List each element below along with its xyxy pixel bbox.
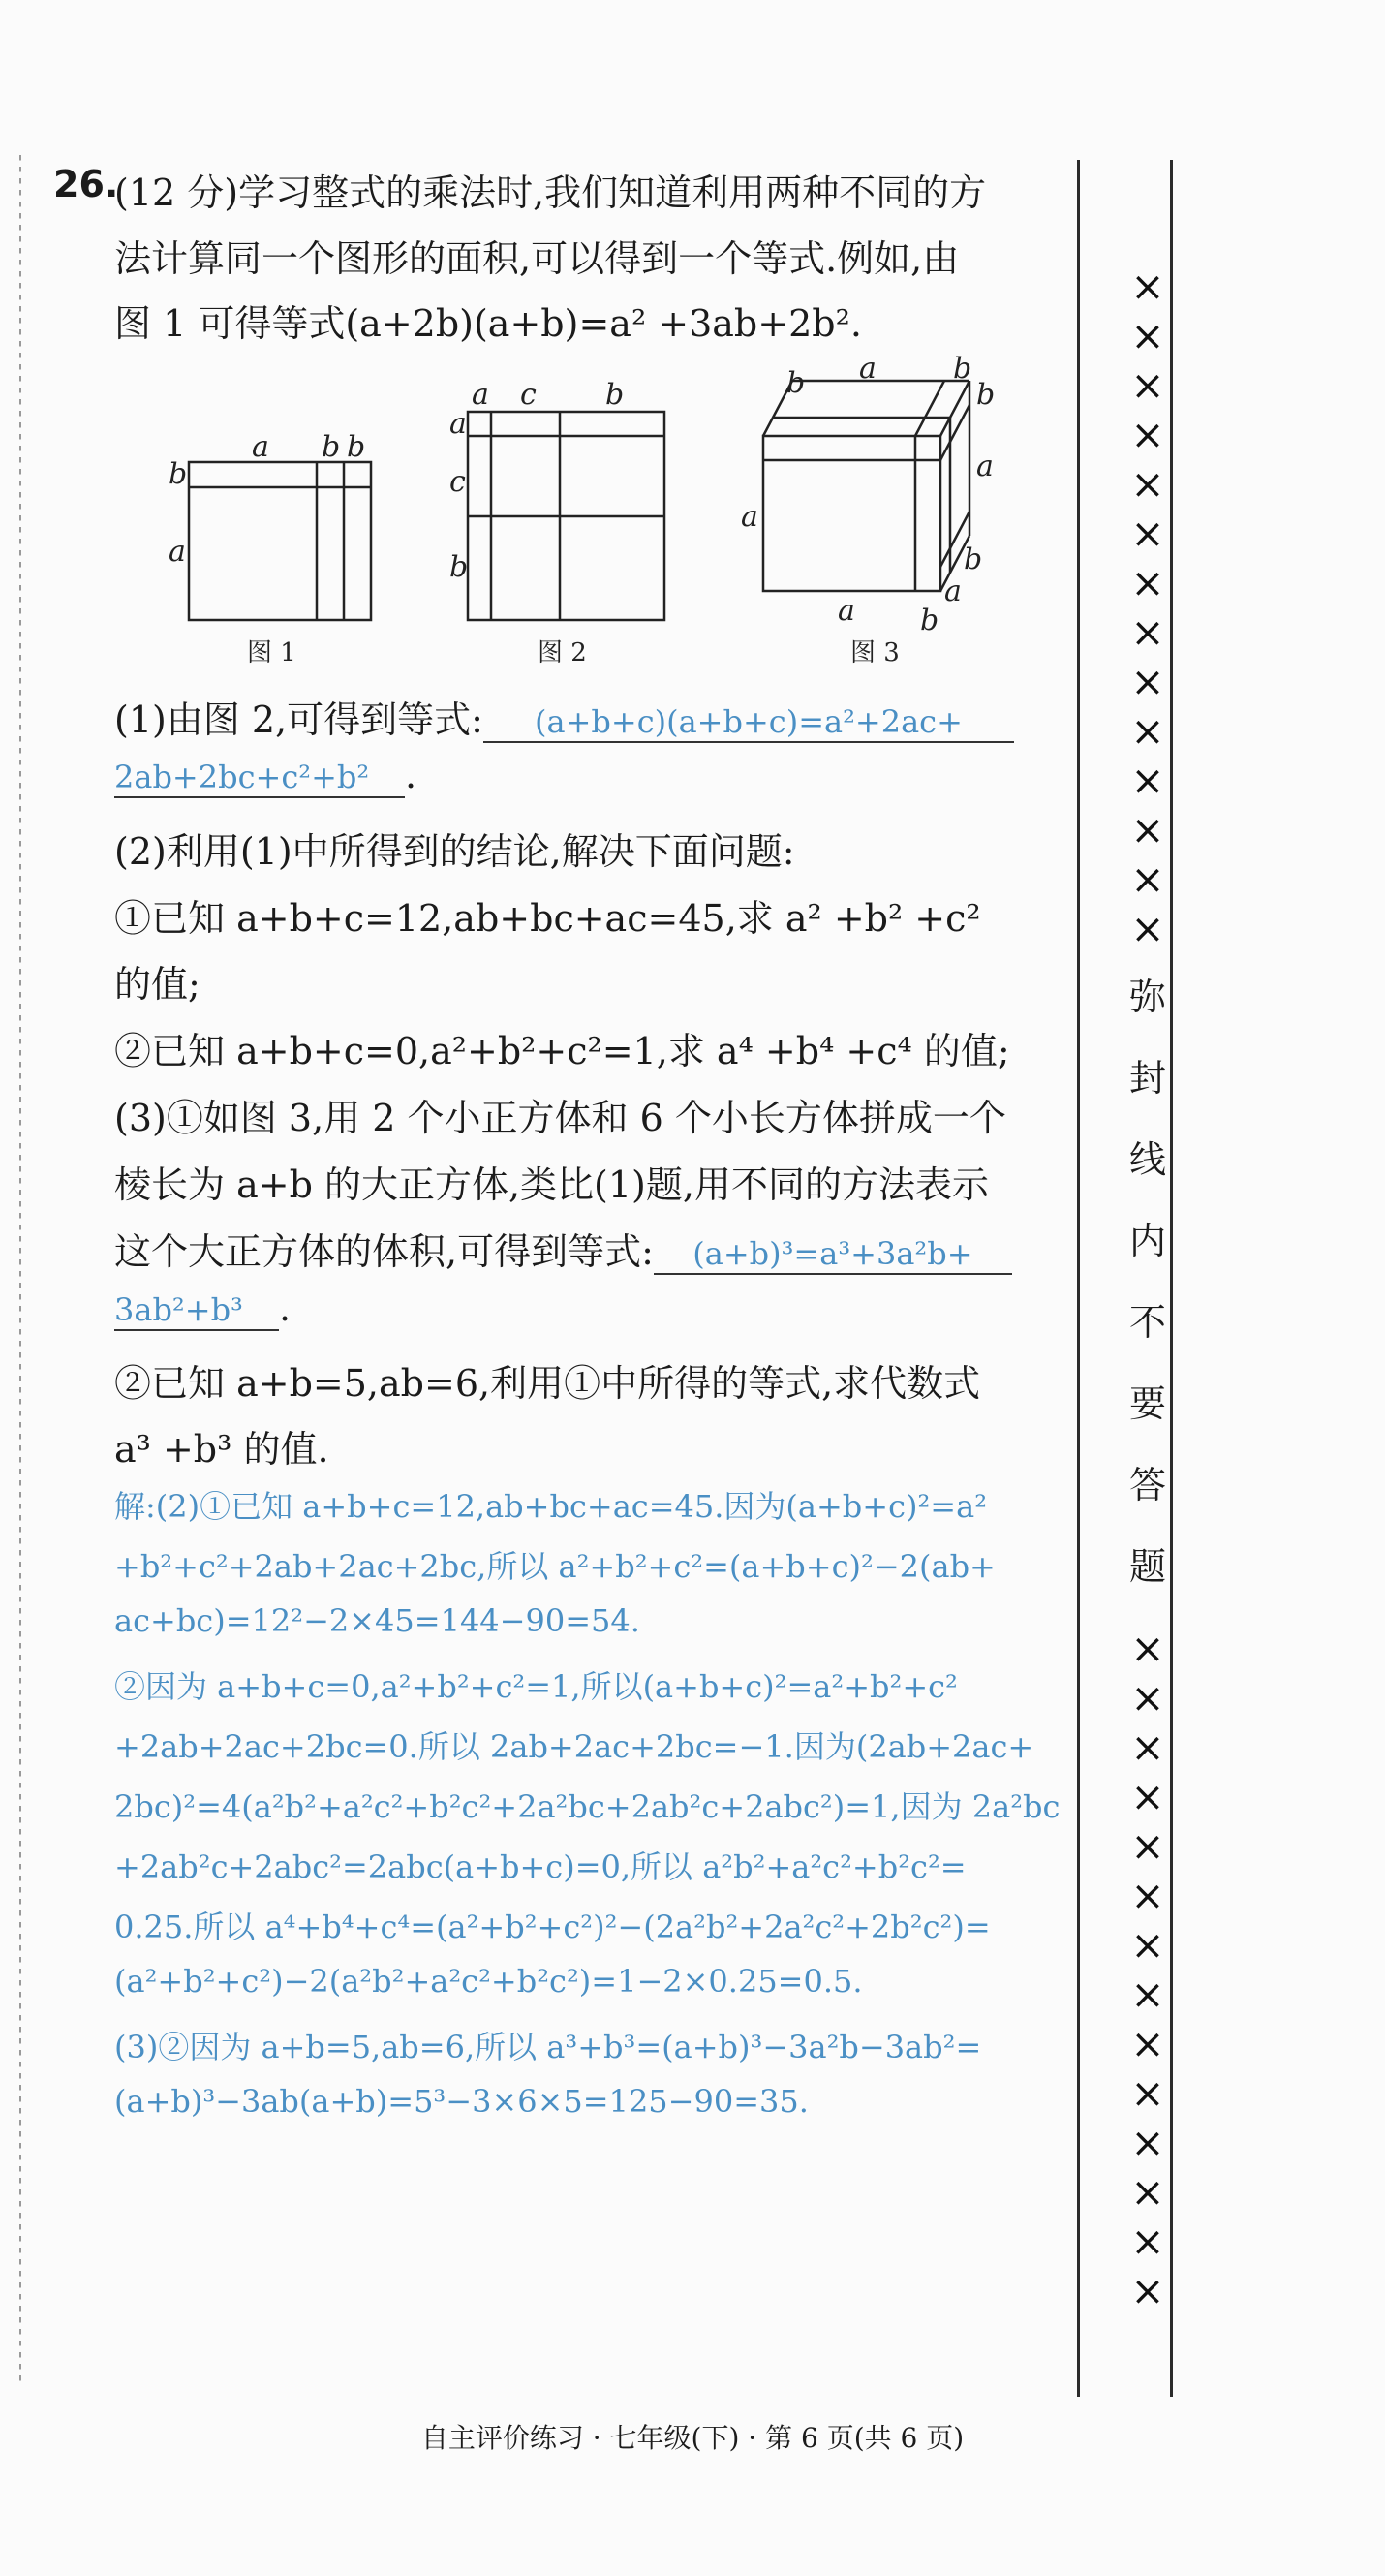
seal-word: 答 bbox=[1128, 1464, 1166, 1506]
part2-q1-line1: ①已知 a+b+c=12,ab+bc+ac=45,求 a² +b² +c² bbox=[114, 897, 981, 940]
fig3-label: a bbox=[944, 574, 962, 608]
part3-q2-line1: ②已知 a+b=5,ab=6,利用①中所得的等式,求代数式 bbox=[114, 1362, 981, 1405]
fig1-label: b bbox=[169, 457, 188, 491]
fig2-label: c bbox=[520, 378, 537, 412]
fig3-label: a bbox=[741, 500, 758, 534]
solution-line: ②因为 a+b+c=0,a²+b²+c²=1,所以(a+b+c)²=a²+b²+c² bbox=[114, 1668, 958, 1705]
solution-line: 2bc)²=4(a²b²+a²c²+b²c²+2a²bc+2ab²c+2abc²)=1,因为 2a²bc bbox=[114, 1788, 1061, 1825]
part1-answer-line2: 2ab+2bc+c²+b² bbox=[114, 759, 370, 795]
part3-line4 bbox=[114, 1287, 1063, 1331]
part3-line2: 棱长为 a+b 的大正方体,类比(1)题,用不同的方法表示 bbox=[114, 1164, 989, 1206]
part3-answer-line2: 3ab²+b³ bbox=[114, 1291, 243, 1328]
fig1-label: b bbox=[347, 430, 366, 464]
seal-word: 要 bbox=[1128, 1382, 1166, 1425]
seal-column bbox=[1114, 262, 1182, 2314]
fig3-label: b bbox=[976, 378, 996, 412]
question-line-3: 图 1 可得等式(a+2b)(a+b)=a² +3ab+2b². bbox=[114, 302, 862, 345]
part1-answer-line1: (a+b+c)(a+b+c)=a²+2ac+ bbox=[535, 703, 963, 740]
seal-top-marks: × × × × × × × × × × × × × × bbox=[1130, 263, 1165, 952]
question-line-1: (12 分)学习整式的乘法时,我们知道利用两种不同的方 bbox=[114, 171, 987, 214]
part3-prompt: 这个大正方体的体积,可得到等式: bbox=[114, 1230, 654, 1273]
part3-end: . bbox=[279, 1287, 292, 1329]
part1-line-2 bbox=[114, 754, 1063, 798]
binding-line-left bbox=[1077, 160, 1080, 2397]
question-line-2: 法计算同一个图形的面积,可以得到一个等式.例如,由 bbox=[114, 237, 960, 280]
margin-dotted-line bbox=[19, 155, 21, 2383]
figures bbox=[145, 344, 1065, 673]
fig3-label: a bbox=[838, 594, 855, 628]
seal-word: 线 bbox=[1128, 1138, 1166, 1181]
fig1-label: a bbox=[169, 535, 186, 569]
part3-line3 bbox=[114, 1222, 1063, 1275]
seal-words bbox=[1129, 953, 1166, 1624]
part1-line bbox=[114, 690, 1063, 743]
fig3-label: b bbox=[953, 352, 972, 386]
part3-answer-blank-2 bbox=[114, 1287, 279, 1331]
fig3-label: b bbox=[920, 604, 939, 637]
fig2-caption: 图 2 bbox=[538, 638, 587, 667]
solution-line: (a+b)³−3ab(a+b)=5³−3×6×5=125−90=35. bbox=[114, 2083, 809, 2120]
seal-word: 内 bbox=[1128, 1220, 1166, 1262]
fig2-label: b bbox=[449, 550, 469, 584]
part3-answer-blank bbox=[654, 1230, 1012, 1275]
part2-q1-line2: 的值; bbox=[114, 963, 200, 1006]
seal-word: 弥 bbox=[1128, 976, 1166, 1018]
seal-word: 封 bbox=[1128, 1057, 1166, 1100]
fig2-label: a bbox=[472, 378, 489, 412]
fig3-label: b bbox=[786, 366, 806, 400]
part1-end: . bbox=[405, 754, 417, 796]
solution-line: 解:(2)①已知 a+b+c=12,ab+bc+ac=45.因为(a+b+c)²=a² bbox=[114, 1488, 988, 1525]
solution-line: (3)②因为 a+b=5,ab=6,所以 a³+b³=(a+b)³−3a²b−3ab²= bbox=[114, 2029, 982, 2065]
part2-intro: (2)利用(1)中所得到的结论,解决下面问题: bbox=[114, 830, 795, 873]
solution-line: +b²+c²+2ab+2ac+2bc,所以 a²+b²+c²=(a+b+c)²−2(ab+ bbox=[114, 1548, 996, 1585]
fig2-label: c bbox=[449, 465, 466, 499]
part3-answer-line1: (a+b)³=a³+3a²b+ bbox=[692, 1235, 973, 1272]
question-number: 26. bbox=[53, 163, 119, 205]
fig3-label: a bbox=[976, 450, 994, 483]
page-footer: 自主评价练习 · 七年级(下) · 第 6 页(共 6 页) bbox=[420, 2422, 965, 2454]
fig3-label: b bbox=[964, 543, 983, 576]
part1-answer-blank-2 bbox=[114, 754, 405, 798]
solution-line: (a²+b²+c²)−2(a²b²+a²c²+b²c²)=1−2×0.25=0.5. bbox=[114, 1963, 863, 2000]
fig2-label: a bbox=[449, 407, 467, 441]
fig3-caption: 图 3 bbox=[850, 638, 900, 667]
solution-line: ac+bc)=12²−2×45=144−90=54. bbox=[114, 1602, 640, 1639]
solution-line: +2ab²c+2abc²=2abc(a+b+c)=0,所以 a²b²+a²c²+b²c²= bbox=[114, 1848, 967, 1885]
part1-prompt: (1)由图 2,可得到等式: bbox=[114, 698, 483, 741]
fig1-label: a bbox=[252, 430, 269, 464]
seal-bottom-marks: × × × × × × × × × × × × × × bbox=[1130, 1625, 1165, 2314]
fig2-label: b bbox=[605, 378, 625, 412]
fig1-caption: 图 1 bbox=[247, 638, 296, 667]
seal-word: 题 bbox=[1128, 1545, 1166, 1588]
solution-line: +2ab+2ac+2bc=0.所以 2ab+2ac+2bc=−1.因为(2ab+2ac+ bbox=[114, 1728, 1034, 1765]
fig3-label: a bbox=[859, 352, 877, 386]
solution-line: 0.25.所以 a⁴+b⁴+c⁴=(a²+b²+c²)²−(2a²b²+2a²c²+2b²c²)= bbox=[114, 1909, 991, 1945]
part3-line1: (3)①如图 3,用 2 个小正方体和 6 个小长方体拼成一个 bbox=[114, 1097, 1006, 1139]
seal-word: 不 bbox=[1128, 1301, 1166, 1344]
fig1-label: b bbox=[322, 430, 341, 464]
part1-answer-blank bbox=[483, 698, 1014, 743]
part2-q2: ②已知 a+b+c=0,a²+b²+c²=1,求 a⁴ +b⁴ +c⁴ 的值; bbox=[114, 1030, 1010, 1072]
part3-q2-line2: a³ +b³ 的值. bbox=[114, 1428, 329, 1471]
